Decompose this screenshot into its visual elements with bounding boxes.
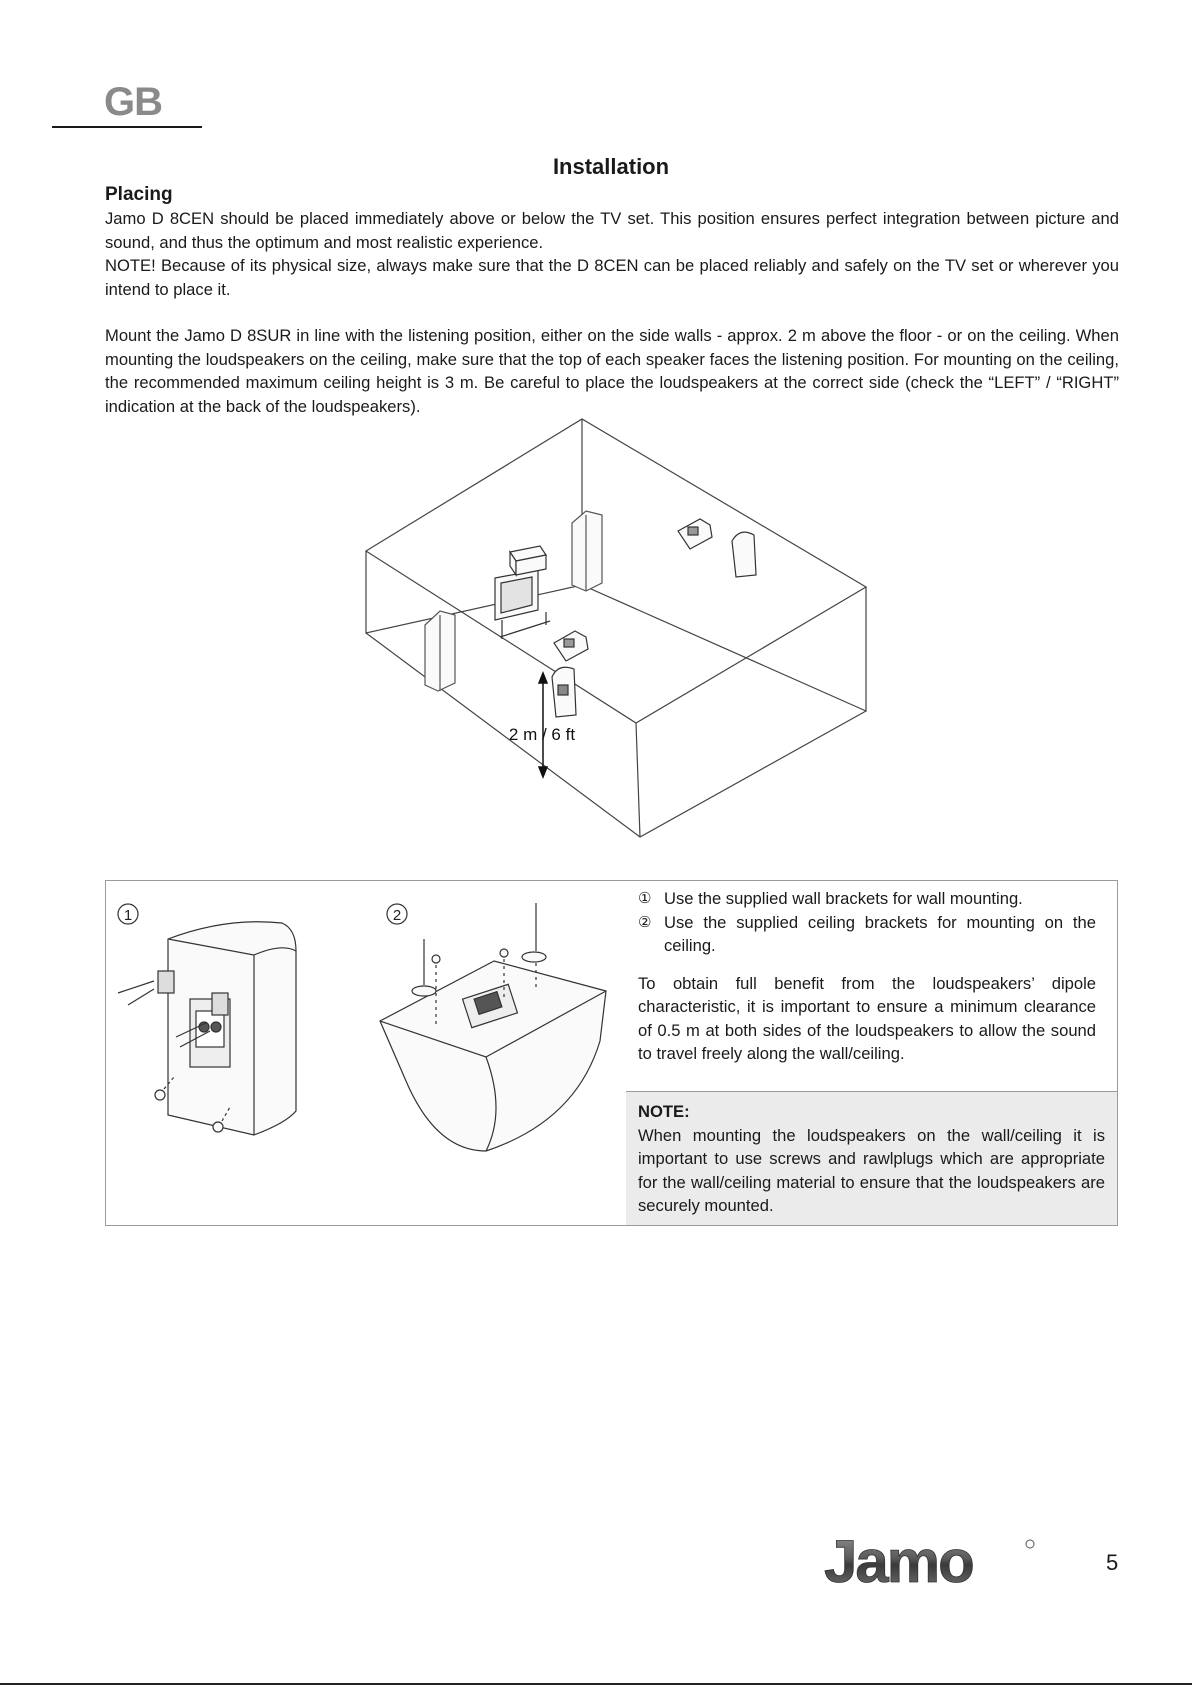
placing-section — [105, 182, 1119, 418]
instructions-column — [626, 881, 1117, 1225]
mounting-instructions-box — [105, 880, 1118, 1226]
placing-paragraph-1: Jamo D 8CEN should be placed immediately above or below the TV set. This position ensures perfect integration between picture and sound, and thus the optimum and most realistic experience. — [105, 209, 1119, 252]
placing-heading: Placing — [105, 184, 173, 205]
step-2-text: Use the supplied ceiling brackets for mounting on the ceiling. — [664, 912, 1096, 955]
tv-with-center-speaker — [495, 546, 550, 639]
room-setup-illustration — [360, 415, 880, 847]
page-title: Installation — [552, 154, 670, 179]
note-text: When mounting the loudspeakers on the wall/ceiling it is important to use screws and rawlplugs which are appropriate for the wall/ceiling material to ensure that the loudspeakers are securely mounted. — [638, 1125, 1105, 1215]
placing-paragraph-2: NOTE! Because of its physical size, always make sure that the D 8CEN can be placed reliably and safely on the TV set or wherever you intend to place it. — [105, 256, 1119, 299]
figure-2-label: 2 — [392, 907, 402, 924]
note-label: NOTE: — [638, 1102, 690, 1121]
language-rule — [52, 126, 202, 128]
front-left-speaker — [425, 611, 455, 691]
step-2 — [638, 911, 1096, 958]
instructions-text — [638, 887, 1096, 1066]
jamo-logo — [822, 1532, 1040, 1594]
language-code: GB — [104, 80, 162, 124]
dipole-paragraph: To obtain full benefit from the loudspeakers’ dipole characteristic, it is important to ensure a minimum clearance of 0.5 m at both sides of the loudspeakers to allow the sound to travel freely along the wall/ceiling. — [638, 973, 1096, 1063]
ceiling-mount-figure — [376, 881, 626, 1225]
height-label: 2 m / 6 ft — [508, 725, 576, 744]
note-box — [626, 1091, 1117, 1225]
wall-mount-figure — [106, 881, 376, 1225]
wall-speaker-left — [552, 667, 576, 717]
step-1-text: Use the supplied wall brackets for wall mounting. — [664, 889, 1023, 908]
wall-speaker-right — [732, 532, 756, 577]
page-number: 5 — [1106, 1550, 1119, 1575]
step-1-number: ① — [638, 890, 652, 907]
ceiling-speaker-back — [678, 519, 712, 549]
step-2-number: ② — [638, 913, 652, 931]
front-right-speaker — [572, 511, 602, 591]
step-1 — [638, 887, 1096, 911]
placing-paragraph-3: Mount the Jamo D 8SUR in line with the listening position, either on the side walls - approx. 2 m above the floor - or on the ceiling. When mounting the loudspeakers on the ceiling, make sure that the top of each speaker faces the listening position. For mounting on the ceiling, the recommended maximum ceiling height is 3 m. Be careful to place the loudspeakers at the correct side (check the “LEFT” / “RIGHT” indication at the back of the loudspeakers). — [105, 326, 1119, 416]
ceiling-speaker-left — [554, 631, 588, 661]
figure-1-label: 1 — [123, 907, 133, 924]
jamo-logo-text: Jamo — [824, 1532, 973, 1594]
